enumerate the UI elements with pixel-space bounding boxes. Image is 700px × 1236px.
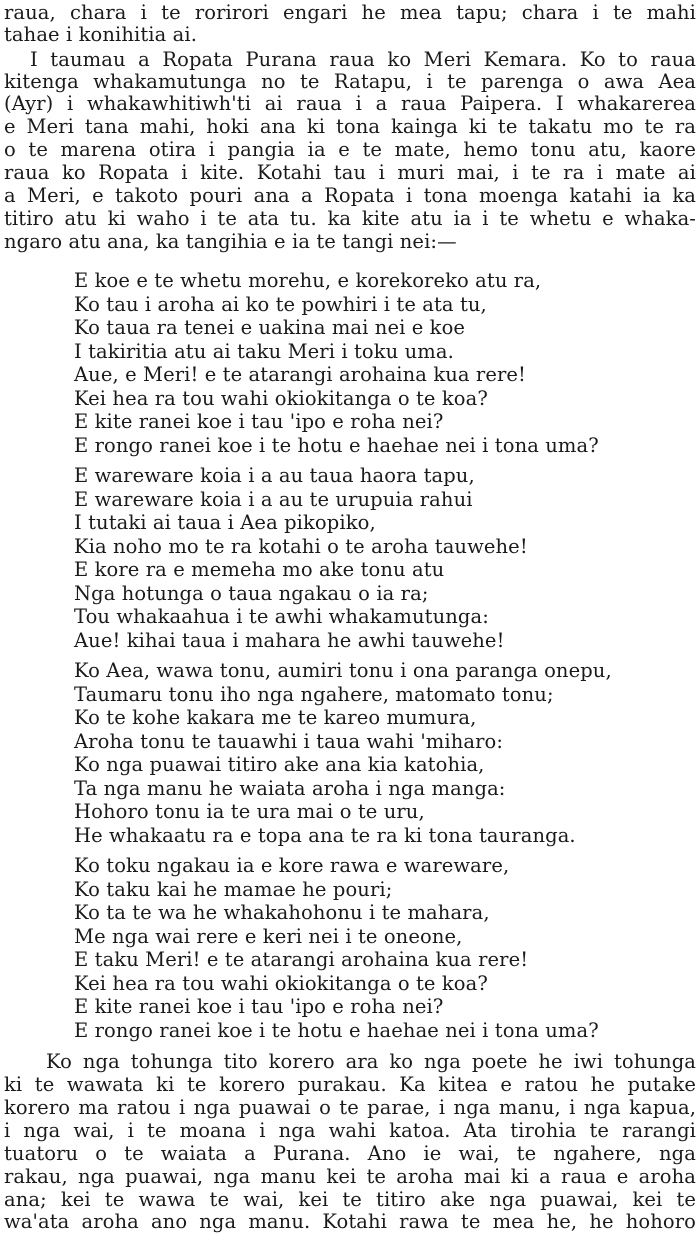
poem-stanza-4-line-3: Ko ta te wa he whakahohonu i te mahara, [74,901,490,924]
poem-stanza-2-line-1: E wareware koia i a au taua haora tapu, [74,464,475,487]
paragraph-3-line-5: tuatoru o te waiata a Purana. Ano ie wai, te ngahere, nga [4,1142,696,1165]
paragraph-2-line-8: titiro atu ki waho i te ata tu. ka kite atu ia i te whetu e whaka- [4,207,696,230]
poem-stanza-4-line-7: E kite ranei koe i tau 'ipo e roha nei? [74,995,444,1018]
poem-stanza-3-line-7: Hohoro tonu ia te ura mai o te uru, [74,800,425,823]
paragraph-3-line-7: ana; kei te wawa te wai, kei te titiro ake nga puawai, kei te [4,1188,696,1211]
poem-stanza-1-line-2: Ko tau i aroha ai ko te powhiri i te ata tu, [74,293,487,316]
paragraph-2-line-1: I taumau a Ropata Purana raua ko Meri Kemara. Ko to raua [30,48,696,71]
poem-stanza-2-line-5: E kore ra e memeha mo ake tonu atu [74,558,445,581]
poem-stanza-1-line-7: E kite ranei koe i tau 'ipo e roha nei? [74,410,444,433]
paragraph-3-line-4: i nga wai, i te moana i nga wahi katoa. Ata tirohia te rarangi [4,1119,696,1142]
poem-stanza-2-line-4: Kia noho mo te ra kotahi o te aroha tauwehe! [74,535,528,558]
poem-stanza-1-line-8: E rongo ranei koe i te hotu e haehae nei i tona uma? [74,434,599,457]
poem-stanza-2-line-8: Aue! kihai taua i mahara he awhi tauwehe! [74,629,505,652]
paragraph-2-line-4: e Meri tana mahi, hoki ana ki tona kainga ki te takatu mo te ra [4,115,696,138]
poem-stanza-1-line-3: Ko taua ra tenei e uakina mai nei e koe [74,316,466,339]
poem-stanza-3-line-5: Ko nga puawai titiro ake ana kia katohia, [74,753,485,776]
poem-stanza-4-line-5: E taku Meri! e te atarangi arohaina kua rere! [74,948,529,971]
paragraph-2-line-3: (Ayr) i whakawhitiwh'ti ai raua i a raua Paipera. I whakarerea [4,92,696,115]
paragraph-2-line-6: raua ko Ropata i kite. Kotahi tau i muri mai, i te ra i mate ai [4,161,696,184]
poem-stanza-3-line-2: Taumaru tonu iho nga ngahere, matomato tonu; [74,683,554,706]
paragraph-2-line-9: ngaro atu ana, ka tangihia e ia te tangi nei:— [4,230,457,253]
poem-stanza-1-line-4: I takiritia atu ai taku Meri i toku uma. [74,340,454,363]
paragraph-2-line-2: kitenga whakamutunga no te Ratapu, i te parenga o awa Aea [4,70,696,93]
poem-stanza-1-line-5: Aue, e Meri! e te atarangi arohaina kua rere! [74,363,526,386]
poem-stanza-2-line-7: Tou whakaahua i te awhi whakamutunga: [74,605,489,628]
poem-stanza-2-line-3: I tutaki ai taua i Aea pikopiko, [74,511,376,534]
poem-stanza-3-line-6: Ta nga manu he waiata aroha i nga manga: [74,777,506,800]
poem-stanza-2-line-6: Nga hotunga o taua ngakau o ia ra; [74,582,429,605]
poem-stanza-4-line-2: Ko taku kai he mamae he pouri; [74,878,393,901]
poem-stanza-1-line-6: Kei hea ra tou wahi okiokitanga o te koa? [74,387,488,410]
paragraph-3-line-8: wa'ata aroha ano nga manu. Kotahi rawa te mea he, he hohoro [4,1210,696,1233]
paragraph-3-line-1: Ko nga tohunga tito korero ara ko nga poete he iwi tohunga [46,1050,696,1073]
poem-stanza-2-line-2: E wareware koia i a au te urupuia rahui [74,488,473,511]
paragraph-3-line-3: korero ma ratou i nga puawai o te parae, i nga manu, i nga kapua, [4,1096,696,1119]
poem-stanza-3-line-4: Aroha tonu te tauawhi i taua wahi 'miharo: [74,730,504,753]
poem-stanza-4-line-1: Ko toku ngakau ia e kore rawa e wareware, [74,854,510,877]
paragraph-1-line-2: tahae i konihitia ai. [4,23,198,46]
paragraph-1-line-1: raua, chara i te rorirori engari he mea tapu; chara i te mahi [4,1,696,24]
poem-stanza-3-line-8: He whakaatu ra e topa ana te ra ki tona tauranga. [74,824,576,847]
poem-stanza-3-line-3: Ko te kohe kakara me te kareo mumura, [74,706,477,729]
poem-stanza-4-line-6: Kei hea ra tou wahi okiokitanga o te koa? [74,972,488,995]
poem-stanza-3-line-1: Ko Aea, wawa tonu, aumiri tonu i ona paranga onepu, [74,659,612,682]
poem-stanza-1-line-1: E koe e te whetu morehu, e korekoreko atu ra, [74,269,542,292]
paragraph-2-line-7: a Meri, e takoto pouri ana a Ropata i tona moenga katahi ia ka [4,184,696,207]
poem-stanza-4-line-8: E rongo ranei koe i te hotu e haehae nei i tona uma? [74,1019,599,1042]
paragraph-2-line-5: o te marena otira i pangia ia e te mate, hemo tonu atu, kaore [4,138,696,161]
poem-stanza-4-line-4: Me nga wai rere e keri nei i te oneone, [74,925,463,948]
paragraph-3-line-2: ki te wawata ki te korero purakau. Ka kitea e ratou he putake [4,1073,696,1096]
paragraph-3-line-6: rakau, nga puawai, nga manu kei te aroha mai ki a raua e aroha [4,1165,696,1188]
